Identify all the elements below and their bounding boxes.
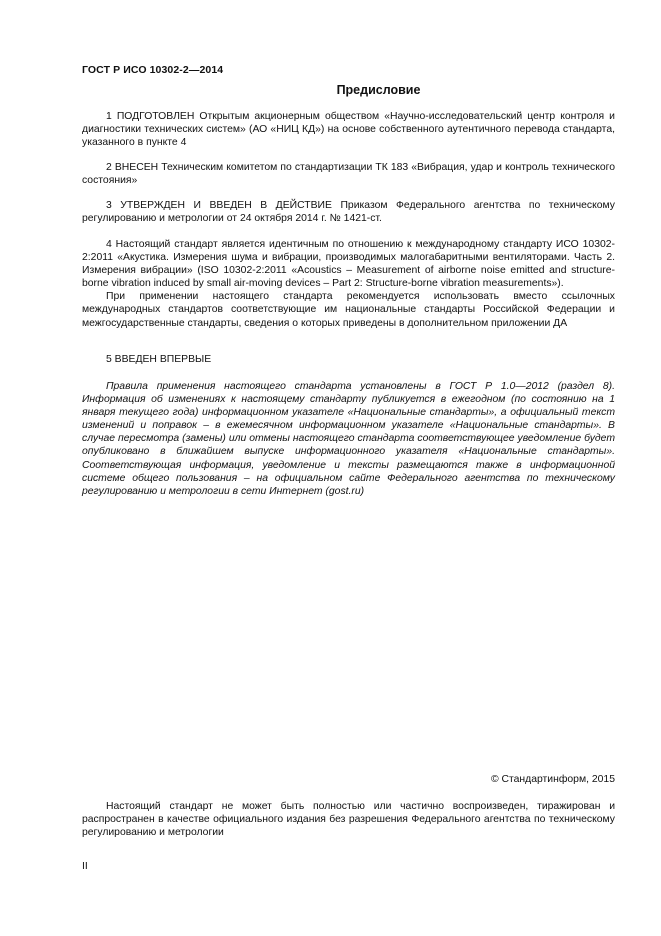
paragraph-4-block: [82, 238, 615, 330]
document-code: ГОСТ Р ИСО 10302-2—2014: [82, 64, 224, 76]
notice-block: [82, 380, 615, 498]
page-number: II: [82, 861, 88, 872]
reproduction-notice: Настоящий стандарт не может быть полностью или частично воспроизведен, тиражирован и распространен в качестве официального издания без разрешения Федерального агентства по техническому регулированию и метрологии: [82, 801, 615, 839]
paragraph-1-block: [82, 110, 615, 149]
paragraph-first-introduced: 5 ВВЕДЕН ВПЕРВЫЕ: [106, 354, 212, 365]
reproduction-notice-block: [82, 800, 615, 839]
paragraph-2-block: [82, 161, 615, 187]
paragraph-5-block: [82, 353, 615, 366]
paragraph-prepared-by: 1 ПОДГОТОВЛЕН Открытым акционерным обществом «Научно-исследовательский центр контроля и диагностики технических систем» (АО «НИЦ КД») на основе собственного аутентичного перевода стандарта, указанного в пункте 4: [82, 111, 615, 149]
paragraph-approved: 3 УТВЕРЖДЕН И ВВЕДЕН В ДЕЙСТВИЕ Приказом Федерального агентства по техническому регулированию и метрологии от 24 октября 2014 г. № 1421-ст.: [82, 200, 615, 225]
page-title: Предисловие: [336, 83, 421, 97]
paragraph-introduced-by: 2 ВНЕСЕН Техническим комитетом по стандартизации ТК 183 «Вибрация, удар и контроль технического состояния»: [82, 162, 615, 187]
paragraph-3-block: [82, 199, 615, 225]
paragraph-application-note: При применении настоящего стандарта рекомендуется использовать вместо ссылочных международных стандартов соответствующие им национальные стандарты Российской Федерации и межгосударственные стандарты, сведения о которых приведены в дополнительном приложении ДА: [82, 291, 615, 329]
copyright-line: © Стандартинформ, 2015: [490, 774, 615, 785]
notice-text: Правила применения настоящего стандарта установлены в ГОСТ Р 1.0—2012 (раздел 8). Информация об изменениях к настоящему стандарту публикуется в ежегодном (по состоянию на 1 января текущего года) информационном указателе «Национальные стандарты», а официальный текст изменений и поправок – в ежемесячном информационном указателе «Национальные стандарты». В случае пересмотра (замены) или отмены настоящего стандарта соответствующее уведомление будет опубликовано в ближайшем выпуске информационного указателя «Национальные стандарты». Соответствующая информация, уведомление и тексты размещаются также в информационной системе общего пользования – на официальном сайте Федерального агентства по техническому регулированию и метрологии в сети Интернет (gost.ru): [82, 381, 615, 497]
paragraph-identical-standard: 4 Настоящий стандарт является идентичным по отношению к международному стандарту ИСО 10302-2:2011 «Акустика. Измерения шума и вибрации, производимых малогабаритными вентиляторами. Часть 2. Измерения вибрации» (ISO 10302-2:2011 «Acoustics – Measurement of airborne noise emitted and structure-borne vibration induced by small air-moving devices – Part 2: Structure-borne vibration measurements»).: [82, 239, 615, 290]
